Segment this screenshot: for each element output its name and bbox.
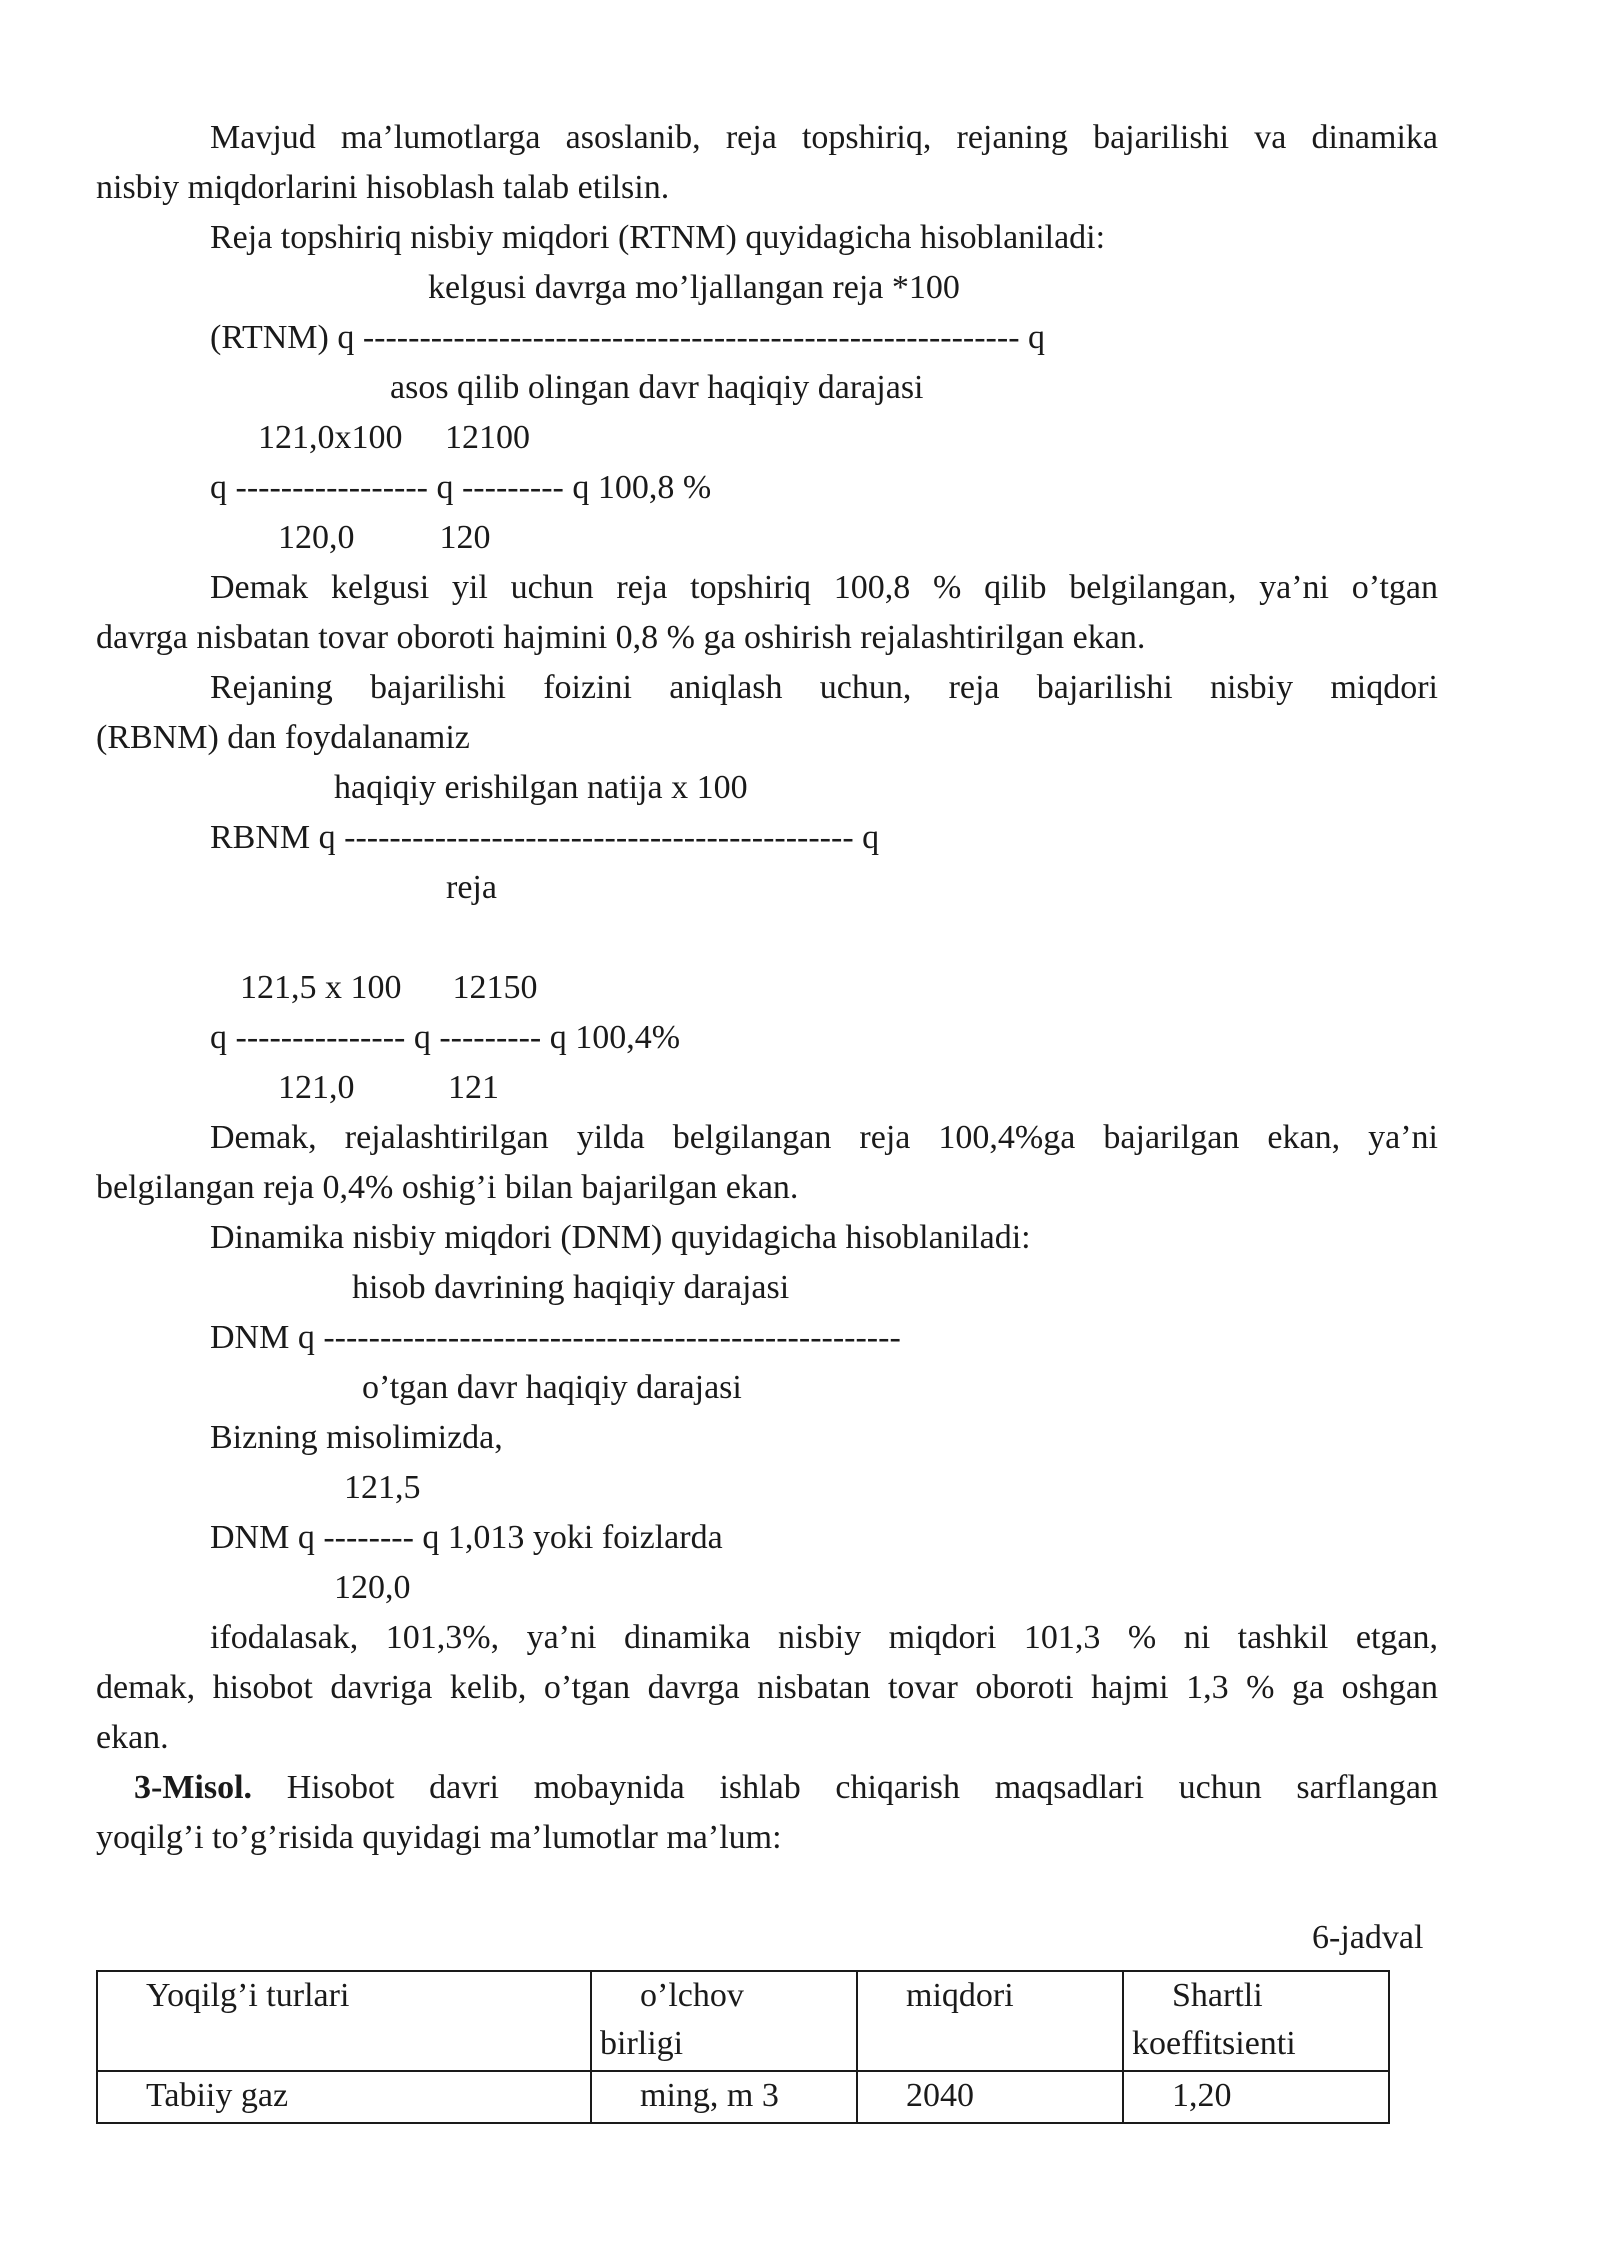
header-text: koeffitsienti [1132,2025,1296,2062]
paragraph-line: demak, hisobot davriga kelib, o’tgan davrga nisbatan tovar oboroti hajmi 1,3 % ga oshgan [96,1669,1438,1706]
cell-text: ming, m 3 [640,2077,779,2114]
table-cell [1123,2071,1389,2123]
table-cell: Tabiiy gaz [97,2071,591,2123]
formula-numerator: hisob davrining haqiqiy darajasi [352,1269,790,1306]
paragraph-line: belgilangan reja 0,4% oshig’i bilan bajarilgan ekan. [96,1169,799,1206]
calc-numerator: 121,5 x 100 12150 [240,969,538,1006]
formula-numerator: kelgusi davrga mo’ljallangan reja *100 [428,269,960,306]
table-header-cell [857,1971,1123,2071]
example-label: 3-Misol. [134,1769,253,1806]
paragraph-line: Demak kelgusi yil uchun reja topshiriq 100,8 % qilib belgilangan, ya’ni o’tgan [210,569,1438,606]
table-cell [591,2071,857,2123]
calc-numerator: 121,5 [344,1469,421,1506]
calc-line: DNM q -------- q 1,013 yoki foizlarda [210,1519,723,1556]
paragraph-line: ekan. [96,1719,169,1756]
header-text: birligi [600,2025,684,2062]
formula-numerator: haqiqiy erishilgan natija x 100 [334,769,748,806]
paragraph-line: Mavjud ma’lumotlarga asoslanib, reja topshiriq, rejaning bajarilishi va dinamika [210,119,1438,156]
calc-denominator: 120,0 120 [278,519,491,556]
formula-line: (RTNM) q ---------------------------------------------------------- q [210,319,1046,356]
cell-text: 1,20 [1172,2077,1232,2114]
table-label: 6-jadval [1312,1919,1424,1956]
calc-line: q --------------- q --------- q 100,4% [210,1019,681,1056]
header-text: o’lchov [640,1977,744,2014]
formula-denominator: asos qilib olingan davr haqiqiy darajasi [390,369,924,406]
table-row [97,2071,1389,2123]
table-header-row [97,1971,1389,2071]
header-text: Shartli [1172,1977,1263,2014]
example-line [96,1768,1438,1808]
table-header-cell [591,1971,857,2071]
calc-denominator: 120,0 [334,1569,411,1606]
cell-text: 2040 [906,2077,974,2114]
table-cell [857,2071,1123,2123]
calc-numerator: 121,0x100 12100 [258,419,530,456]
paragraph-line: Bizning misolimizda, [210,1419,503,1456]
header-text: Yoqilg’i turlari [146,1977,350,2014]
calc-line: q ----------------- q --------- q 100,8 % [210,469,712,506]
paragraph-line: yoqilg’i to’g’risida quyidagi ma’lumotlar ma’lum: [96,1819,782,1856]
paragraph-line: ifodalasak, 101,3%, ya’ni dinamika nisbiy miqdori 101,3 % ni tashkil etgan, [210,1619,1438,1656]
formula-line: DNM q --------------------------------------------------- [210,1319,901,1356]
paragraph-line: Demak, rejalashtirilgan yilda belgilangan reja 100,4%ga bajarilgan ekan, ya’ni [210,1119,1438,1156]
fuel-table [96,1970,1390,2124]
table-header-cell [1123,1971,1389,2071]
paragraph-line: Reja topshiriq nisbiy miqdori (RTNM) quyidagicha hisoblaniladi: [210,219,1106,256]
example-text: Hisobot davri mobaynida ishlab chiqarish maqsadlari uchun sarflangan [252,1769,1438,1806]
header-text: miqdori [906,1977,1014,2014]
paragraph-line: nisbiy miqdorlarini hisoblash talab etilsin. [96,169,670,206]
paragraph-line: Dinamika nisbiy miqdori (DNM) quyidagicha hisoblaniladi: [210,1219,1031,1256]
formula-line: RBNM q --------------------------------------------- q [210,819,880,856]
table-header-cell [97,1971,591,2071]
paragraph-line: (RBNM) dan foydalanamiz [96,719,470,756]
formula-denominator: o’tgan davr haqiqiy darajasi [362,1369,742,1406]
formula-denominator: reja [446,869,497,906]
paragraph-line: Rejaning bajarilishi foizini aniqlash uchun, reja bajarilishi nisbiy miqdori [210,669,1438,706]
calc-denominator: 121,0 121 [278,1069,499,1106]
paragraph-line: davrga nisbatan tovar oboroti hajmini 0,8 % ga oshirish rejalashtirilgan ekan. [96,619,1146,656]
